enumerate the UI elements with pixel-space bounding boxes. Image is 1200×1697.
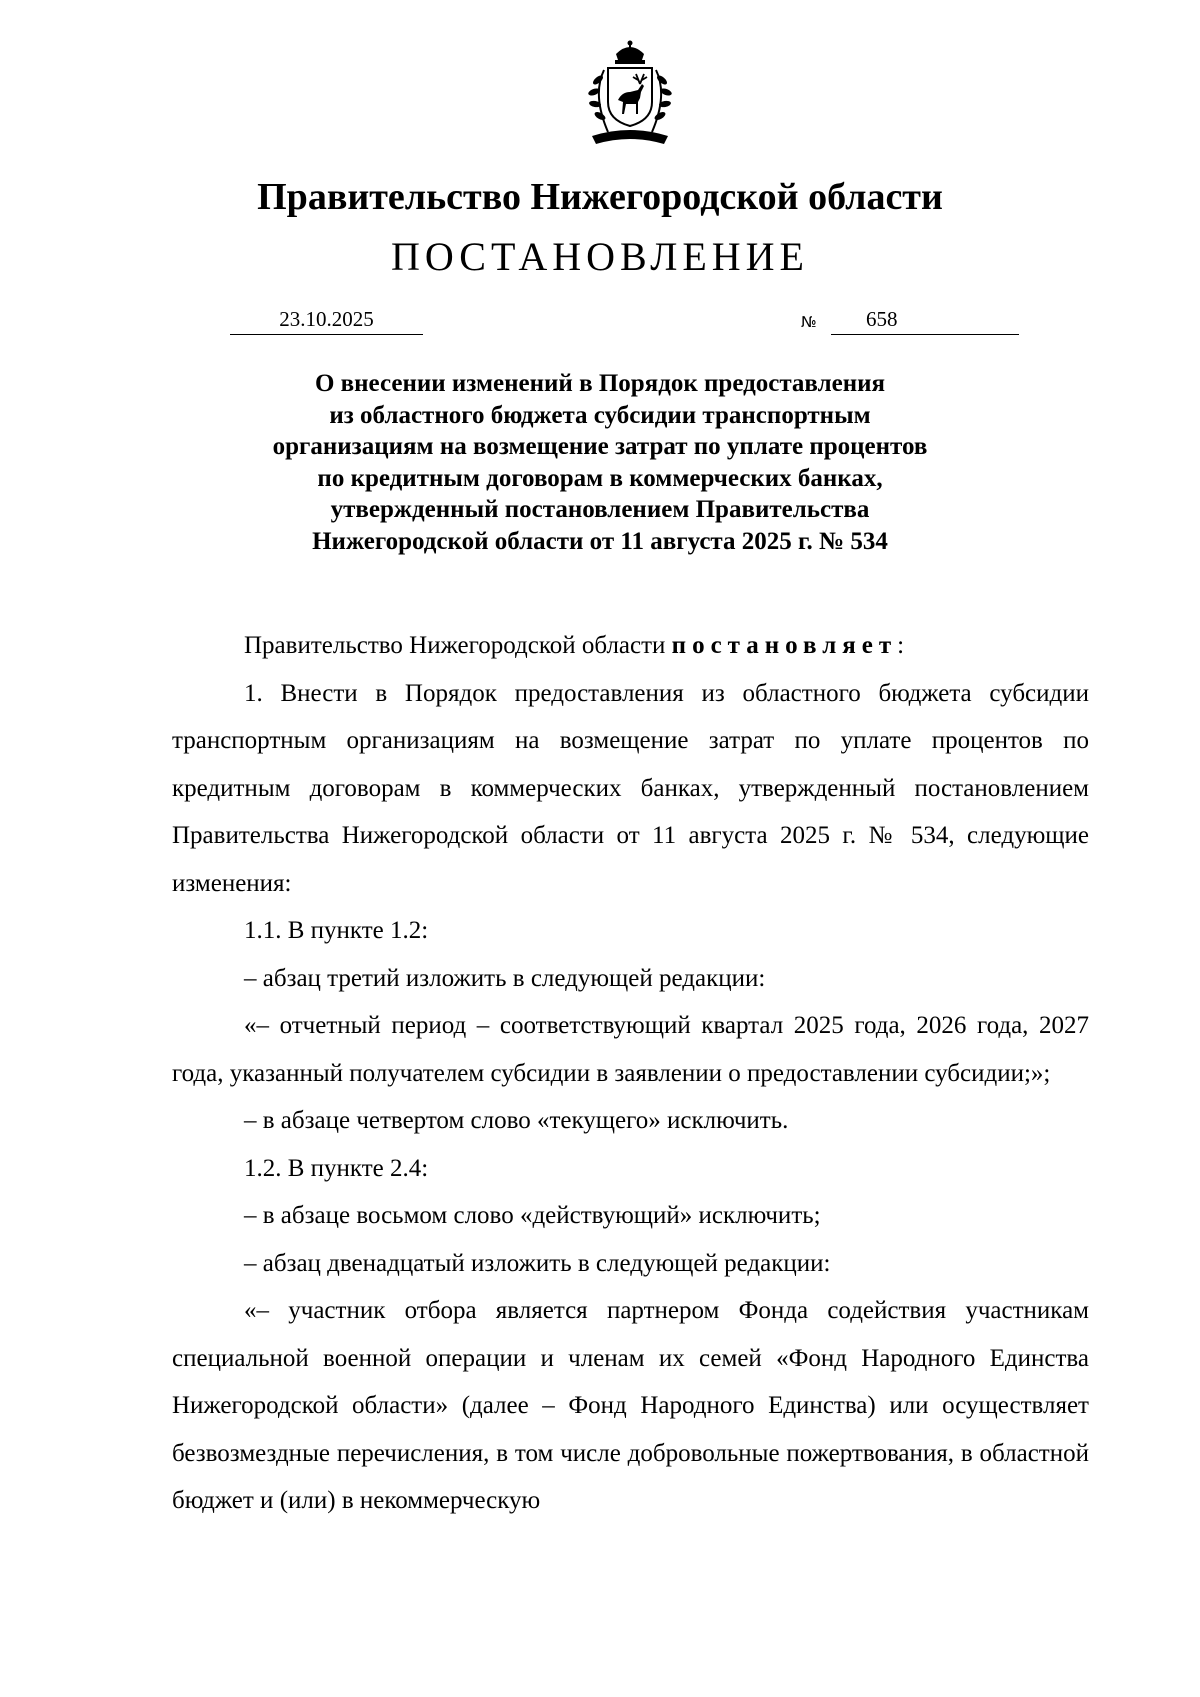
- document-number-field: [831, 306, 1019, 335]
- body-paragraph: – абзац двенадцатый изложить в следующей редакции:: [244, 1249, 831, 1277]
- subject-line: О внесении изменений в Порядок предоставления: [314, 370, 886, 397]
- subject-line: по кредитным договорам в коммерческих банках,: [317, 464, 883, 492]
- subject-line: Нижегородской области от 11 августа 2025 г. № 534: [312, 527, 888, 555]
- document-date: 23.10.2025: [230, 306, 423, 335]
- document-number: 658: [866, 307, 898, 331]
- document-subject: [150, 368, 1050, 557]
- subject-line: организациям на возмещение затрат по уплате процентов: [272, 433, 928, 460]
- document-type: ПОСТАНОВЛЕНИЕ: [391, 234, 809, 279]
- preamble-paragraph: [172, 622, 1089, 670]
- government-title: Правительство Нижегородской области: [257, 176, 943, 218]
- body-paragraph: – абзац третий изложить в следующей редакции:: [244, 964, 766, 992]
- subject-line: утвержденный постановлением Правительства: [330, 496, 870, 523]
- body-paragraph: 1. Внести в Порядок предоставления из областного бюджета субсидии транспортным организациям на возмещение затрат по уплате процентов по кредитным договорам в коммерческих банках, утвержденный постановлением Правительства Нижегородской области от 11 августа 2025 г. № 534, следующие изменения:: [172, 679, 1089, 897]
- body-paragraph: 1.2. В пункте 2.4:: [244, 1154, 429, 1182]
- body-paragraph: «– участник отбора является партнером Фонда содействия участникам специальной военной операции и членам их семей «Фонд Народного Единства Нижегородской области» (далее – Фонд Народного Единства) или осуществляет безвозмездные перечисления, в том числе добровольные пожертвования, в областной бюджет и (или) в некоммерческую: [172, 1297, 1089, 1514]
- preamble-text: Правительство Нижегородской области: [244, 632, 672, 659]
- body-paragraph: – в абзаце восьмом слово «действующий» исключить;: [244, 1202, 821, 1229]
- number-sign: №: [801, 313, 817, 331]
- body-paragraph: – в абзаце четвертом слово «текущего» исключить.: [244, 1107, 789, 1134]
- document-body: [172, 622, 1089, 1525]
- preamble-end: :: [897, 632, 905, 659]
- body-paragraph: «– отчетный период – соответствующий квартал 2025 года, 2026 года, 2027 года, указанный получателем субсидии в заявлении о предоставлении субсидии;»;: [172, 1012, 1089, 1087]
- preamble-keyword: постановляет: [671, 632, 898, 659]
- nizhny-novgorod-coat-of-arms-icon: [578, 40, 682, 150]
- body-paragraph: 1.1. В пункте 1.2:: [244, 917, 429, 944]
- subject-line: из областного бюджета субсидии транспортным: [329, 401, 871, 429]
